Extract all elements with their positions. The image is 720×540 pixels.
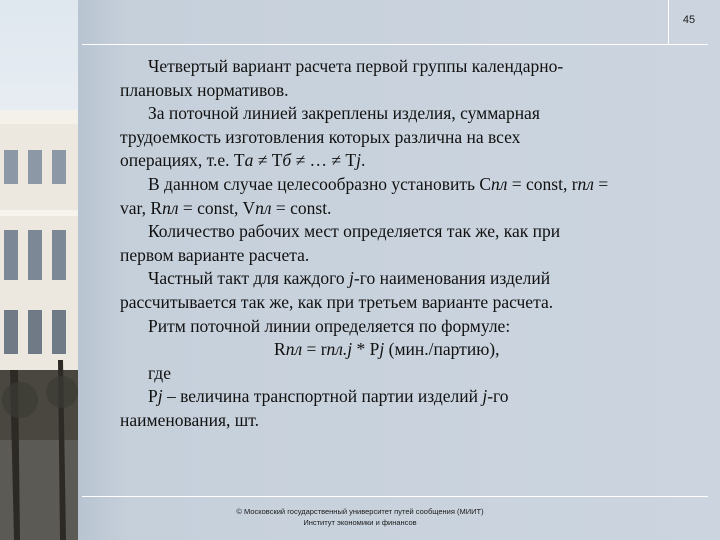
text-span: = const, V bbox=[178, 197, 256, 218]
text-line bbox=[120, 267, 705, 291]
text-span: трудоемкость изготовления которых различна на всех bbox=[120, 126, 521, 147]
text-span: Количество рабочих мест определяется так же, как при bbox=[148, 221, 561, 242]
text-span-italic: пл bbox=[255, 197, 272, 218]
text-span-italic: j bbox=[356, 150, 361, 171]
text-span: плановых нормативов. bbox=[120, 79, 289, 100]
text-span: Ритм поточной линии определяется по формуле: bbox=[148, 315, 511, 336]
text-span: Частный такт для каждого bbox=[148, 268, 350, 289]
slide-number: 45 bbox=[682, 14, 696, 26]
text-span: = const, r bbox=[507, 173, 578, 194]
text-span: В данном случае целесообразно установить С bbox=[148, 173, 492, 194]
text-line bbox=[120, 385, 705, 409]
text-span-italic: .j bbox=[342, 339, 353, 360]
text-span-italic: пл bbox=[162, 197, 179, 218]
text-line bbox=[120, 102, 705, 126]
text-span: * P bbox=[352, 339, 380, 360]
text-span: первом варианте расчета. bbox=[120, 244, 310, 265]
bottom-rule bbox=[82, 496, 708, 497]
text-span: = bbox=[593, 173, 609, 194]
footer-copyright: © Московский государственный университет путей сообщения (МИИТ) bbox=[236, 507, 484, 516]
footer-institute: Институт экономики и финансов bbox=[303, 518, 417, 527]
text-line bbox=[120, 79, 705, 103]
text-span-italic: а bbox=[244, 150, 254, 171]
text-span-italic: j bbox=[157, 386, 163, 407]
text-span: – величина транспортной партии изделий bbox=[162, 386, 483, 407]
text-span: рассчитывается так же, как при третьем варианте расчета. bbox=[120, 291, 554, 312]
text-line bbox=[120, 55, 705, 79]
text-span: var, R bbox=[120, 197, 163, 218]
text-span: ≠ Т bbox=[253, 150, 283, 171]
text-span: -го bbox=[487, 386, 509, 407]
text-line bbox=[120, 409, 705, 433]
text-span-italic: j bbox=[349, 268, 354, 289]
text-span: ≠ … ≠ Т bbox=[291, 150, 357, 171]
slide-body-text bbox=[120, 55, 705, 433]
text-span-italic: j bbox=[379, 339, 385, 360]
text-span: . bbox=[360, 150, 366, 171]
text-span: R bbox=[274, 339, 286, 360]
slide-footer bbox=[190, 506, 530, 528]
text-span: = const. bbox=[271, 197, 332, 218]
text-line bbox=[120, 315, 705, 339]
formula-line bbox=[120, 338, 705, 362]
top-rule bbox=[82, 44, 708, 45]
text-line bbox=[120, 220, 705, 244]
text-span: операциях, т.е. Т bbox=[120, 150, 245, 171]
text-line bbox=[120, 197, 705, 221]
text-span-italic: пл bbox=[285, 339, 303, 360]
text-span: Четвертый вариант расчета первой группы календарно- bbox=[148, 56, 564, 76]
text-span: = r bbox=[302, 339, 327, 360]
text-line bbox=[120, 173, 705, 197]
text-span: За поточной линией закреплены изделия, суммарная bbox=[148, 103, 540, 124]
text-line bbox=[120, 149, 705, 173]
building-photo-strip bbox=[0, 0, 78, 540]
text-span: наименования, шт. bbox=[120, 409, 259, 430]
text-line bbox=[120, 244, 705, 268]
text-span-italic: б bbox=[282, 150, 292, 171]
top-rule-vertical bbox=[668, 0, 669, 44]
text-span: -го наименования изделий bbox=[353, 268, 551, 289]
text-span: (мин./партию), bbox=[384, 339, 500, 360]
text-line bbox=[120, 362, 705, 386]
text-line bbox=[120, 126, 705, 150]
building-photo bbox=[0, 0, 78, 540]
text-line bbox=[120, 291, 705, 315]
text-span-italic: пл bbox=[577, 173, 594, 194]
text-span-italic: пл bbox=[491, 173, 508, 194]
text-span: где bbox=[148, 362, 171, 383]
text-span-italic: пл bbox=[326, 339, 343, 360]
text-span-italic: j bbox=[482, 386, 488, 407]
text-span: P bbox=[148, 386, 158, 407]
